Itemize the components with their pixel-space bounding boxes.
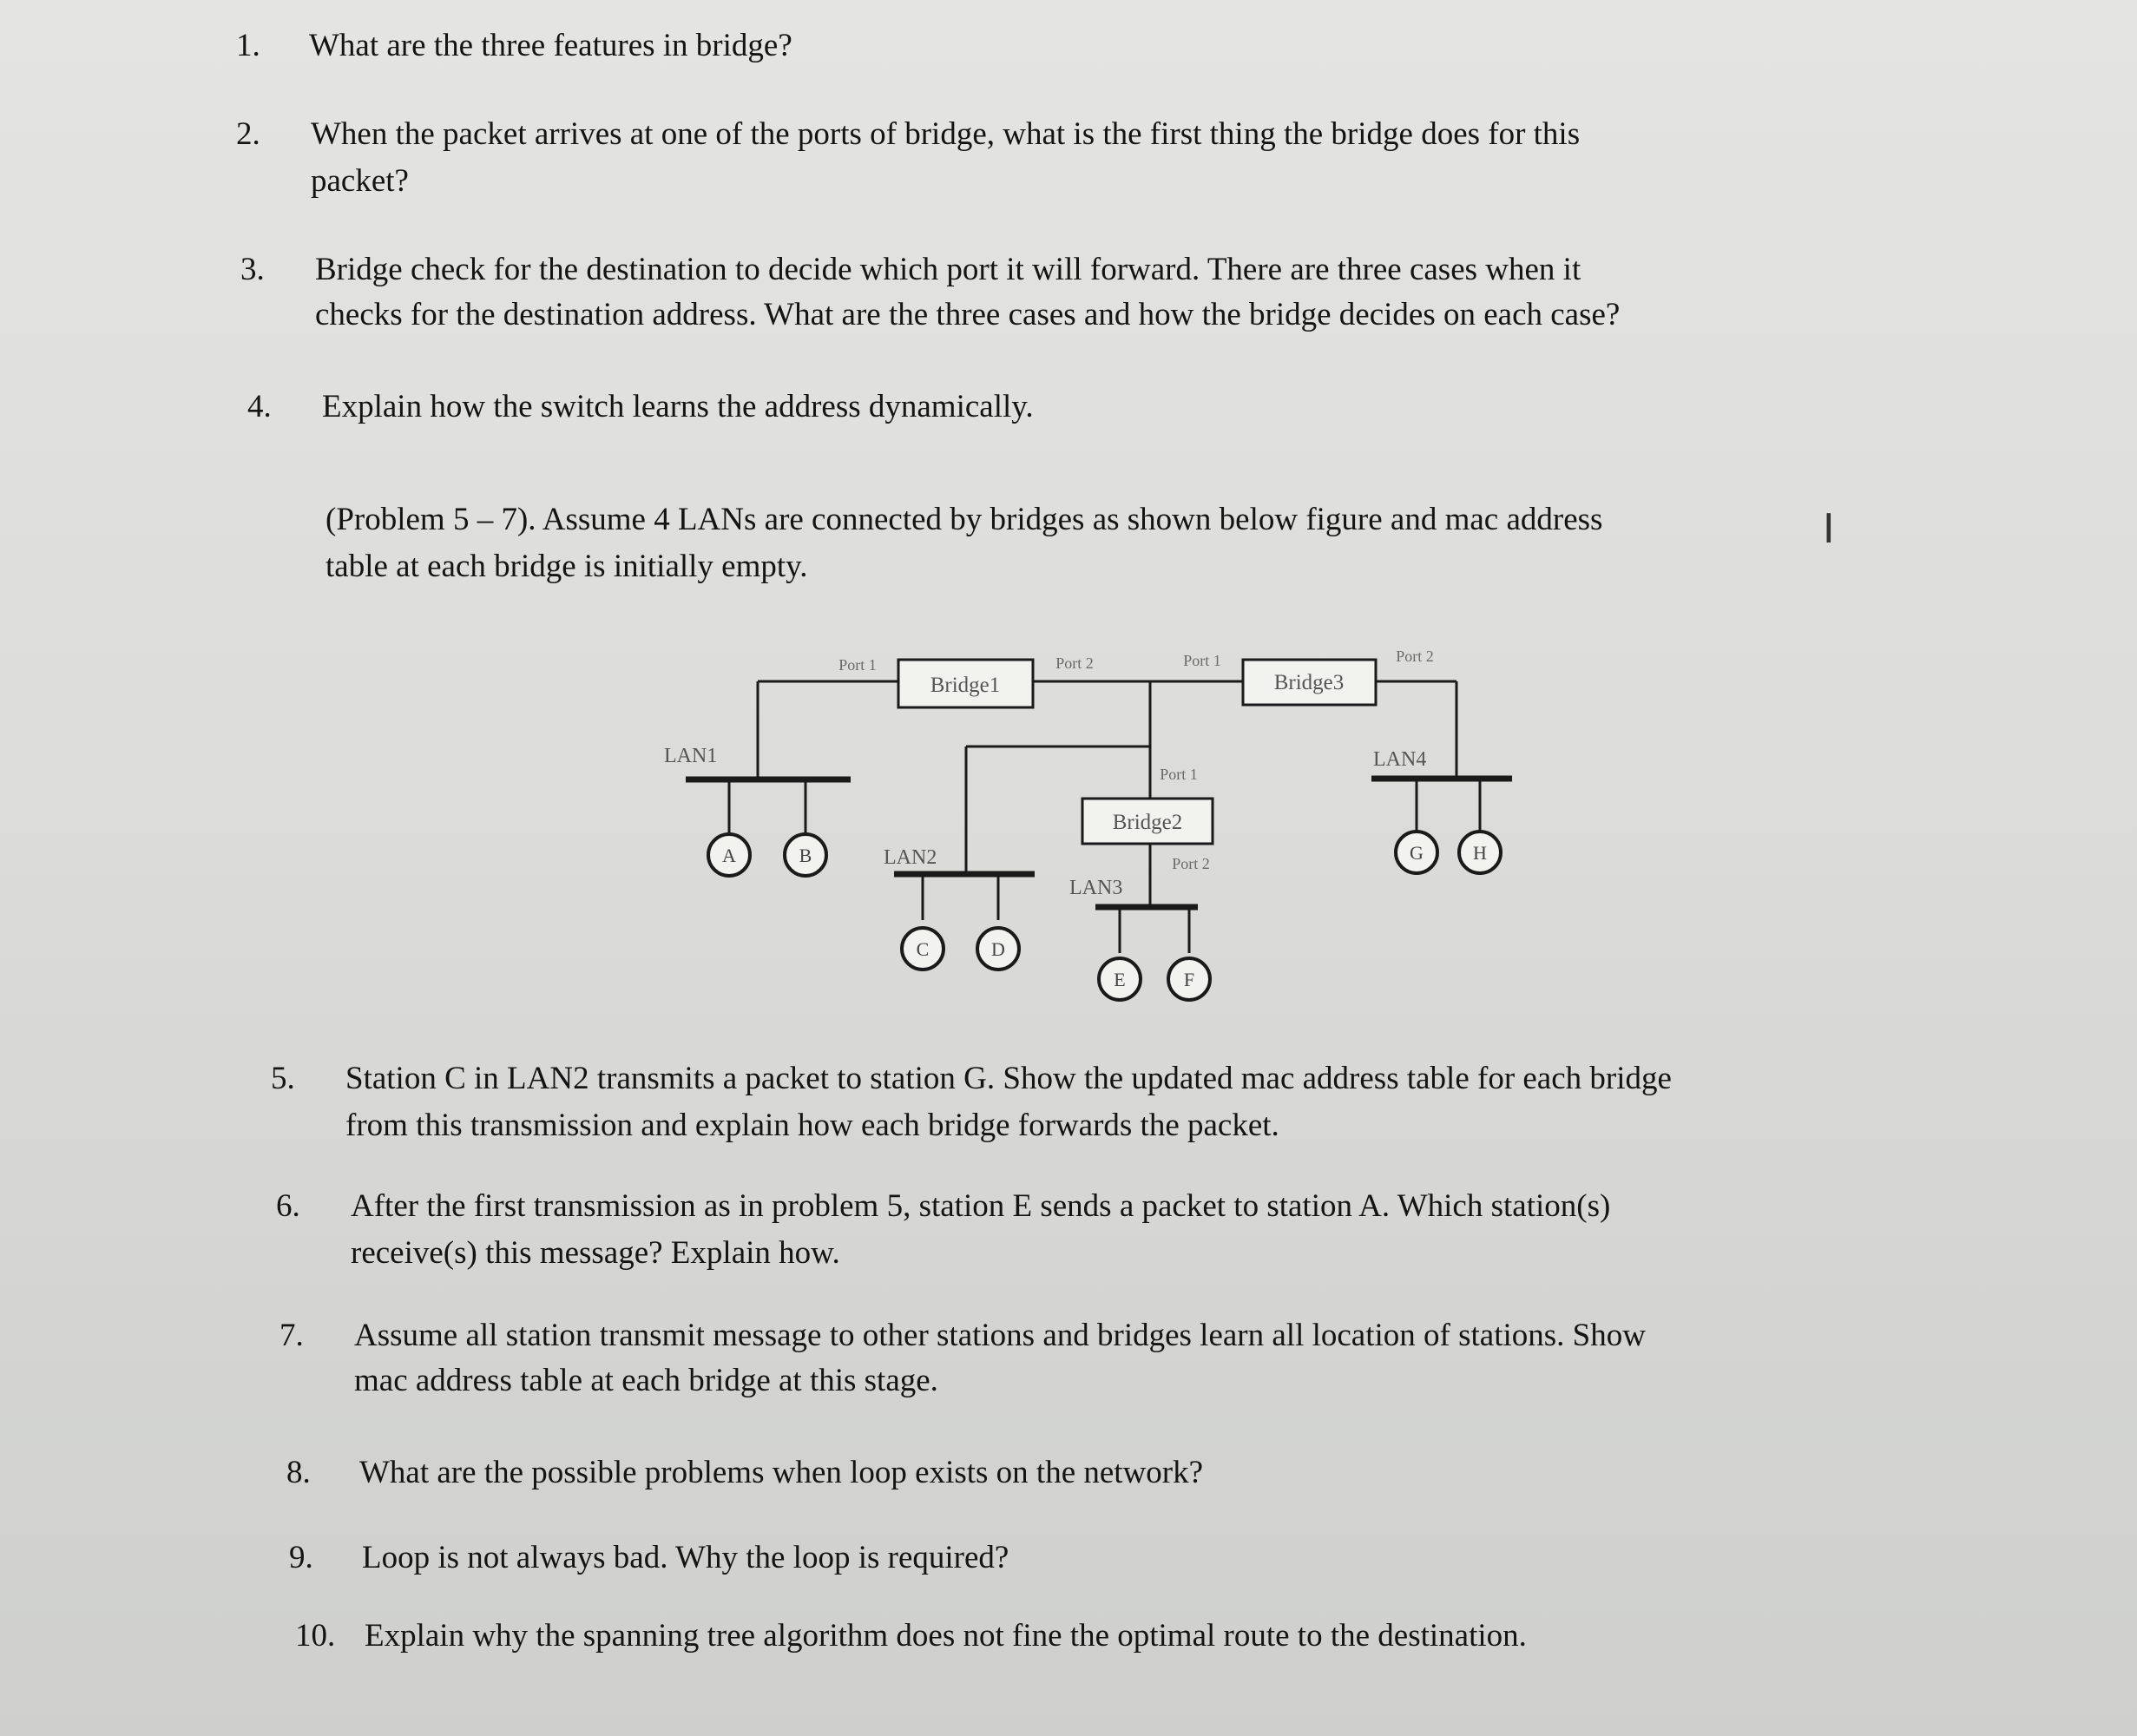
question-text: packet? [311,163,409,199]
station-c-label: C [916,938,930,960]
question-text: checks for the destination address. What are the three cases and how the bridge decides on each case? [315,297,1621,332]
station-d-label: D [991,938,1005,960]
question-text: When the packet arrives at one of the ports of bridge, what is the first thing the bridge does for this [311,116,1581,152]
bridge1-port1-label: Port 1 [838,656,877,674]
lan1-label: LAN1 [664,745,718,767]
question-text: from this transmission and explain how each bridge forwards the packet. [345,1108,1279,1143]
intro-line: (Problem 5 – 7). Assume 4 LANs are connected by bridges as shown below figure and mac address [325,502,1603,537]
station-g-label: G [1410,842,1424,864]
question-number: 10. [295,1618,336,1654]
question-text: mac address table at each bridge at this stage. [354,1363,938,1398]
station-a-label: A [722,845,736,866]
question-number: 6. [276,1188,300,1224]
station-b-label: B [799,845,812,866]
question-text: After the first transmission as in problem 5, station E sends a packet to station A. Which station(s) [351,1188,1611,1224]
question-number: 3. [240,252,265,287]
bridge3-port2-label: Port 2 [1396,648,1434,665]
station-h-label: H [1473,842,1487,864]
station-f-label: F [1183,969,1195,990]
question-text: Explain how the switch learns the address dynamically. [322,389,1034,424]
lan4-label: LAN4 [1373,748,1427,771]
question-number: 2. [236,116,260,152]
question-text: receive(s) this message? Explain how. [351,1235,840,1271]
question-number: 7. [279,1318,304,1353]
bridge3-label: Bridge3 [1273,671,1345,694]
bridge3-port1-label: Port 1 [1183,652,1221,669]
question-number: 9. [289,1540,313,1575]
bridge1-port2-label: Port 2 [1055,654,1094,672]
intro-line: table at each bridge is initially empty. [325,549,808,584]
question-text: Bridge check for the destination to decide which port it will forward. There are three cases when it [315,252,1581,287]
bridge1-label: Bridge1 [930,674,1001,697]
bridge2-port1-label: Port 1 [1160,766,1198,783]
question-number: 1. [236,28,260,63]
bridge2-label: Bridge2 [1112,811,1183,834]
text-cursor-icon: I [1823,505,1835,552]
lan2-label: LAN2 [884,846,937,869]
question-text: What are the possible problems when loop exists on the network? [359,1455,1204,1490]
question-text: What are the three features in bridge? [309,28,792,63]
station-e-label: E [1114,969,1126,990]
question-number: 5. [271,1061,295,1096]
question-text: Station C in LAN2 transmits a packet to station G. Show the updated mac address table for each bridge [345,1061,1672,1096]
question-number: 8. [286,1455,311,1490]
bridge2-port2-label: Port 2 [1172,855,1210,872]
question-number: 4. [247,389,272,424]
lan3-label: LAN3 [1069,877,1123,899]
question-text: Assume all station transmit message to other stations and bridges learn all location of stations. Show [354,1318,1646,1353]
question-text: Explain why the spanning tree algorithm does not fine the optimal route to the destination. [365,1618,1527,1654]
question-text: Loop is not always bad. Why the loop is required? [362,1540,1009,1575]
